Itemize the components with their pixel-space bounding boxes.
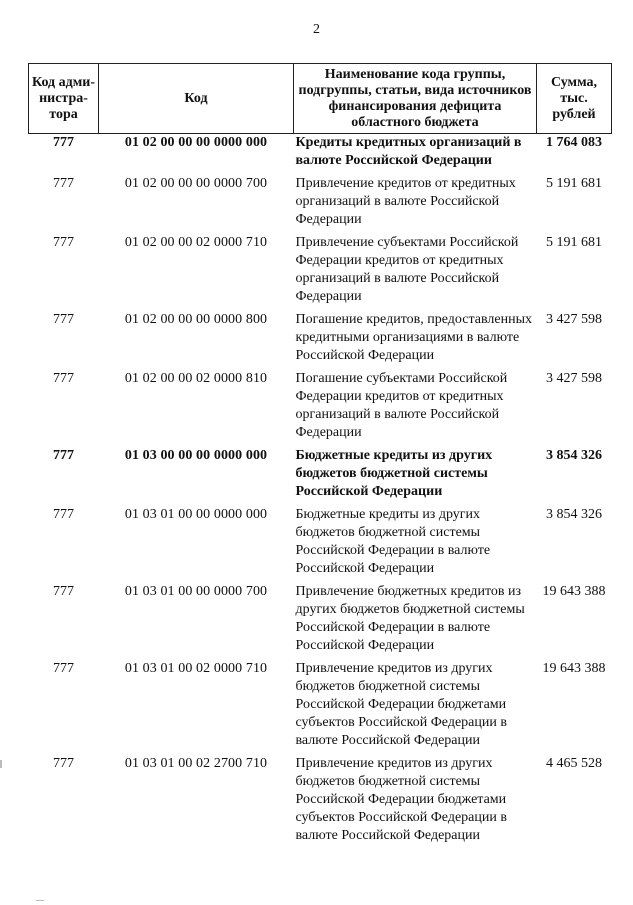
cell-sum: 3 427 598 xyxy=(546,312,602,327)
cell-name: Бюджетные кредиты из других бюджетов бюджетной системы Российской Федерации xyxy=(295,448,493,499)
scan-artifact-mark xyxy=(36,900,44,901)
cell-sum: 19 643 388 xyxy=(542,584,606,599)
cell-sum: 3 854 326 xyxy=(546,448,602,463)
cell-name: Погашение субъектами Российской Федерации кредитов от кредитных организаций в валюте Российской Федерации xyxy=(295,371,508,440)
header-row xyxy=(29,64,612,134)
cell-code: 01 02 00 00 00 0000 000 xyxy=(124,135,268,150)
cell-sum: 4 465 528 xyxy=(546,756,602,771)
cell-sum: 3 854 326 xyxy=(546,507,602,522)
table-row xyxy=(29,134,612,174)
cell-name: Привлечение кредитов из других бюджетов бюджетной системы Российской Федерации бюджетами субъектов Российской Федерации в валюте Российской Федерации xyxy=(295,661,507,748)
table-row xyxy=(29,504,612,581)
cell-admin: 777 xyxy=(53,756,74,771)
cell-admin: 777 xyxy=(53,507,74,522)
cell-name: Привлечение кредитов из других бюджетов бюджетной системы Российской Федерации бюджетами субъектов Российской Федерации в валюте Российской Федерации xyxy=(295,756,507,843)
table-header xyxy=(29,64,612,134)
cell-code: 01 03 00 00 00 0000 000 xyxy=(124,448,268,463)
cell-code: 01 03 01 00 02 0000 710 xyxy=(124,661,268,676)
cell-sum: 5 191 681 xyxy=(546,235,602,250)
cell-admin: 777 xyxy=(53,312,74,327)
cell-code: 01 03 01 00 00 0000 700 xyxy=(124,584,268,599)
table-row xyxy=(29,173,612,232)
header-code: Код xyxy=(99,64,294,134)
table-row xyxy=(29,445,612,504)
cell-code: 01 03 01 00 00 0000 000 xyxy=(124,507,268,522)
page-number: 2 xyxy=(313,22,320,37)
cell-sum: 1 764 083 xyxy=(546,135,602,150)
table-row xyxy=(29,658,612,753)
cell-admin: 777 xyxy=(53,371,74,386)
cell-name: Привлечение кредитов от кредитных организаций в валюте Российской Федерации xyxy=(295,176,516,227)
cell-code: 01 03 01 00 02 2700 710 xyxy=(124,756,268,771)
cell-name: Привлечение бюджетных кредитов из других бюджетов бюджетной системы Российской Федерации в валюте Российской Федерации xyxy=(295,584,525,653)
table-row xyxy=(29,232,612,309)
cell-sum: 19 643 388 xyxy=(542,661,606,676)
cell-code: 01 02 00 00 00 0000 700 xyxy=(124,176,268,191)
cell-sum: 3 427 598 xyxy=(546,371,602,386)
header-name: Наименование кода группы, подгруппы, статьи, вида источников финансирования дефицита областного бюджета xyxy=(294,64,537,134)
cell-code: 01 02 00 00 02 0000 710 xyxy=(124,235,268,250)
table-body xyxy=(29,134,612,849)
scan-artifact-mark xyxy=(0,760,2,768)
cell-code: 01 02 00 00 02 0000 810 xyxy=(124,371,268,386)
header-admin-code: Код адми-нистра-тора xyxy=(29,64,99,134)
cell-admin: 777 xyxy=(53,661,74,676)
cell-name: Кредиты кредитных организаций в валюте Российской Федерации xyxy=(295,135,522,168)
header-sum: Сумма, тыс. рублей xyxy=(537,64,612,134)
table-row xyxy=(29,368,612,445)
cell-name: Привлечение субъектами Российской Федерации кредитов от кредитных организаций в валюте Российской Федерации xyxy=(295,235,519,304)
cell-admin: 777 xyxy=(53,235,74,250)
sources-of-financing-table xyxy=(28,63,612,848)
cell-admin: 777 xyxy=(53,448,74,463)
cell-name: Бюджетные кредиты из других бюджетов бюджетной системы Российской Федерации в валюте Российской Федерации xyxy=(295,507,491,576)
table-row xyxy=(29,309,612,368)
cell-admin: 777 xyxy=(53,176,74,191)
cell-admin: 777 xyxy=(53,135,74,150)
cell-admin: 777 xyxy=(53,584,74,599)
table-row xyxy=(29,753,612,848)
table-row xyxy=(29,581,612,658)
cell-name: Погашение кредитов, предоставленных кредитными организациями в валюте Российской Федерации xyxy=(295,312,532,363)
cell-sum: 5 191 681 xyxy=(546,176,602,191)
cell-code: 01 02 00 00 00 0000 800 xyxy=(124,312,268,327)
